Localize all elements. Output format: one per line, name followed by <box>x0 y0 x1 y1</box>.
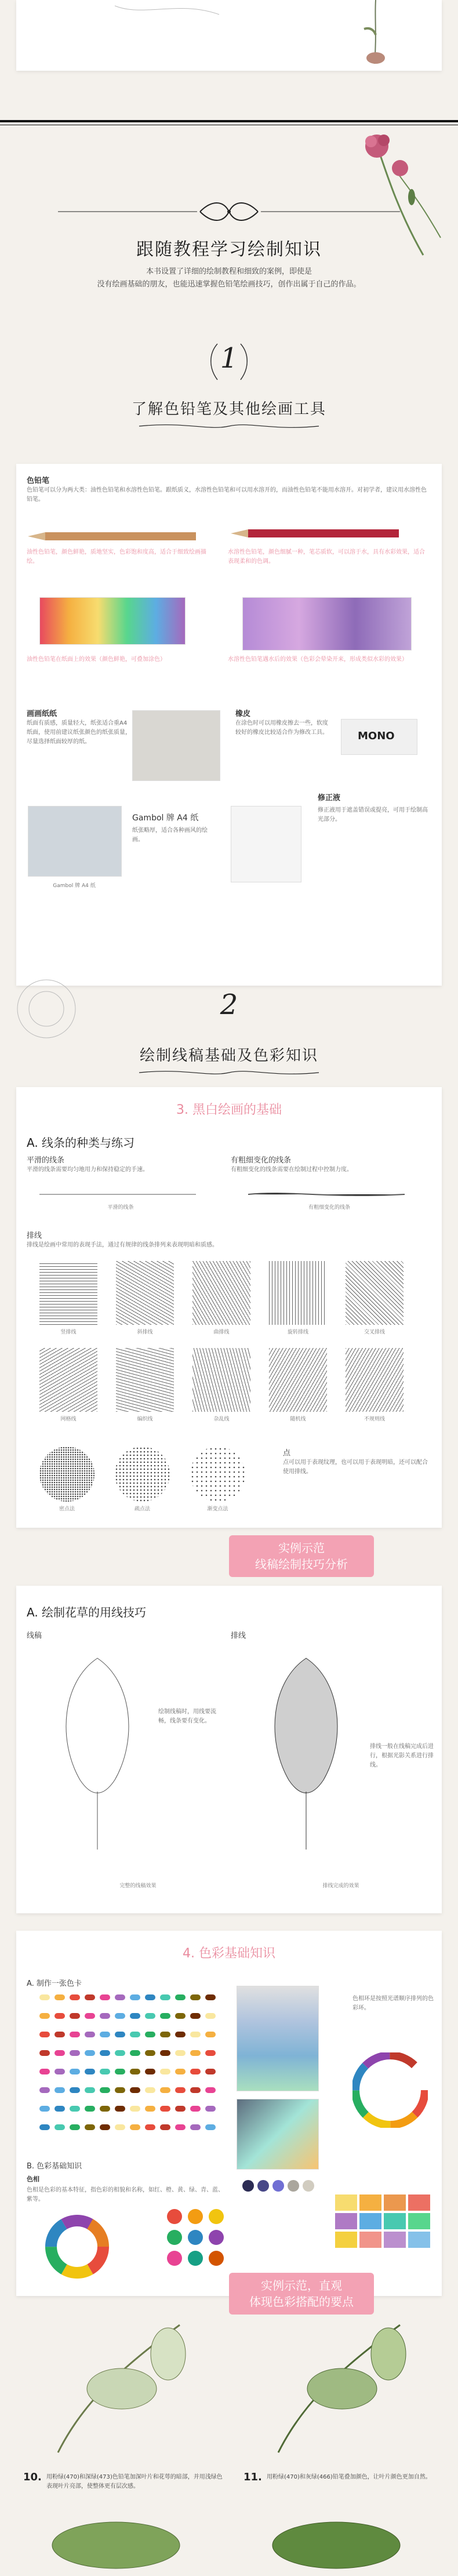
color-swatch <box>100 2106 110 2112</box>
paper-pack-image <box>28 806 122 877</box>
value-dot <box>257 2180 269 2192</box>
gambol-desc: 纸张略厚，适合各种画风的绘画。 <box>132 827 208 843</box>
color-swatch <box>130 2050 140 2056</box>
oil-swatch-image <box>39 597 186 645</box>
color-swatch <box>175 2087 186 2093</box>
hue-desc: 色相是色彩的基本特征，指色彩的相貌和名称，如红、橙、黄、绿、青、蓝、紫等。 <box>27 2187 224 2203</box>
hue-dot <box>167 2230 182 2245</box>
water-pencil-note: 水溶性色铅笔，颜色细腻一种，笔芯质软，可以溶于水，具有水彩效果，适合表现柔和的色调。 <box>228 549 425 565</box>
color-swatch <box>70 2106 80 2112</box>
wheel-note: 色相环是按照光谱顺序排列的色彩环。 <box>352 1996 434 2011</box>
gambol-caption: Gambol 牌 A4 纸 <box>53 883 96 889</box>
dot-caption: 密点法 <box>59 1506 75 1512</box>
color-swatch <box>190 2124 201 2130</box>
variable-line-sample <box>248 1189 410 1200</box>
hatch-caption: 随机线 <box>290 1416 306 1422</box>
color-swatch <box>115 1994 125 2000</box>
color-block <box>384 2232 406 2248</box>
color-card-swatches <box>39 1994 225 2151</box>
color-swatch <box>100 2050 110 2056</box>
color-swatch <box>100 2087 110 2093</box>
color-swatch <box>130 2013 140 2019</box>
step11-leaf-image <box>255 2505 423 2576</box>
hatch-sample <box>269 1261 327 1325</box>
color-swatch <box>190 2069 201 2074</box>
dots-desc: 点可以用于表现纹理，也可以用于表现明暗，还可以配合使用排线。 <box>283 1459 428 1475</box>
color-swatch <box>205 2124 216 2130</box>
color-swatch <box>115 2106 125 2112</box>
color-swatch <box>160 2069 170 2074</box>
color-matching-grid <box>335 2194 434 2252</box>
color-swatch <box>54 2069 65 2074</box>
flower-linework-card <box>16 1586 442 1913</box>
eraser-desc: 在涂色时可以用橡皮擦去一些，软度较好的橡皮比较适合作为修改工具。 <box>235 720 328 736</box>
color-swatch <box>145 2106 155 2112</box>
color-swatch <box>130 2032 140 2037</box>
hue-dot-palette <box>167 2209 237 2279</box>
color-swatch <box>39 2069 50 2074</box>
texture-samples-image <box>237 2099 319 2170</box>
color-swatch <box>175 2106 186 2112</box>
color-swatch <box>115 2032 125 2037</box>
color-block <box>384 2213 406 2229</box>
bw-basics-heading: 3. 黑白绘画的基础 <box>176 1103 282 1117</box>
color-wheel-small <box>45 2215 109 2279</box>
dot-samples <box>39 1447 271 1516</box>
gambol-heading: Gambol 牌 A4 纸 <box>132 813 199 823</box>
intro-desc-line2: 没有绘画基础的朋友，也能迅速掌握色铅笔绘画技巧，创作出属于自己的作品。 <box>97 280 361 289</box>
color-swatch <box>205 2106 216 2112</box>
ribbon-color <box>229 2273 374 2315</box>
line-types-heading: A. 线条的种类与练习 <box>27 1136 135 1150</box>
oil-swatch-note: 油性色铅笔在纸面上的效果（颜色鲜艳，可叠加涂色） <box>27 656 166 663</box>
color-swatch <box>85 2124 95 2130</box>
color-swatch <box>85 2032 95 2037</box>
part1-title: 了解色铅笔及其他绘画工具 <box>131 401 326 418</box>
flat-line-desc: 平滑的线条需要均匀地用力和保持稳定的手速。 <box>27 1167 148 1173</box>
color-swatch <box>100 2013 110 2019</box>
color-swatch <box>100 2124 110 2130</box>
color-swatch <box>70 2069 80 2074</box>
value-dot <box>303 2180 314 2192</box>
step10-text: 用粉绿(470)和深绿(473)色铅笔加深叶片和花萼的暗部，并用浅绿色表现叶片亮部，使整体更有层次感。 <box>46 2474 223 2490</box>
color-swatch <box>190 2013 201 2019</box>
color-swatch <box>205 1994 216 2000</box>
color-swatch <box>190 1994 201 2000</box>
color-swatch <box>85 2050 95 2056</box>
color-swatch <box>85 1994 95 2000</box>
hue-dot <box>167 2251 182 2266</box>
color-swatch <box>54 1994 65 2000</box>
color-swatch <box>160 2087 170 2093</box>
color-swatch <box>205 2013 216 2019</box>
sketch-illustration <box>109 0 225 23</box>
color-basics-card <box>16 1931 442 2296</box>
color-swatch <box>205 2050 216 2056</box>
color-swatch <box>85 2013 95 2019</box>
color-block <box>335 2194 357 2211</box>
color-swatch <box>145 2069 155 2074</box>
hatch-caption: 曲排线 <box>213 1329 230 1335</box>
hatch-sample <box>192 1348 250 1412</box>
color-swatch <box>160 2032 170 2037</box>
color-swatch <box>39 2087 50 2093</box>
color-swatch <box>160 1994 170 2000</box>
water-pencil-image <box>231 526 405 540</box>
part2-title: 绘制线稿基础及色彩知识 <box>139 1047 318 1064</box>
color-swatch <box>205 2069 216 2074</box>
color-swatch <box>115 2069 125 2074</box>
water-swatch-note: 水溶性色铅笔遇水后的效果（色彩会晕染开来，形成类似水彩的效果） <box>228 656 408 663</box>
color-block <box>408 2213 430 2229</box>
step11-text: 用粉绿(470)和灰绿(466)铅笔叠加颜色，让叶片颜色更加自然。 <box>267 2474 431 2480</box>
color-block <box>408 2232 430 2248</box>
hatch-sample <box>269 1348 327 1412</box>
color-swatch <box>175 2032 186 2037</box>
color-swatch <box>145 2013 155 2019</box>
step10-leaf-image <box>35 2505 203 2576</box>
color-swatch <box>70 2087 80 2093</box>
color-block <box>359 2213 381 2229</box>
linework-right-note: 排线一般在线稿完成后进行，根据光影关系进行排线。 <box>370 1743 434 1768</box>
color-swatch <box>145 2032 155 2037</box>
color-swatch <box>115 2124 125 2130</box>
value-dot-row <box>242 2180 323 2194</box>
color-swatch <box>54 2050 65 2056</box>
pencil-heading: 色铅笔 <box>27 477 50 485</box>
color-swatch <box>130 2087 140 2093</box>
water-swatch-image <box>242 597 412 651</box>
step11-flower-image <box>255 2313 423 2458</box>
color-swatch <box>160 2106 170 2112</box>
ribbon-linework-line2: 线稿绘制技巧分析 <box>255 1557 348 1571</box>
hatch-sample <box>116 1261 174 1325</box>
step10-flower-image <box>35 2313 203 2458</box>
color-swatch <box>130 1994 140 2000</box>
color-swatch <box>70 2013 80 2019</box>
hatch-caption: 旋转排线 <box>287 1329 308 1335</box>
hatch-sample <box>346 1348 404 1412</box>
color-swatch <box>190 2106 201 2112</box>
color-swatch <box>54 2087 65 2093</box>
color-swatch <box>205 2032 216 2037</box>
color-swatch <box>205 2087 216 2093</box>
flat-line-heading: 平滑的线条 <box>27 1156 65 1165</box>
color-swatch <box>70 2032 80 2037</box>
hatch-caption: 斜排线 <box>137 1329 153 1335</box>
color-swatch <box>54 2013 65 2019</box>
hatch-caption: 编织线 <box>137 1416 153 1422</box>
ribbon-color-line2: 体现色彩搭配的要点 <box>249 2295 354 2309</box>
color-swatch <box>85 2087 95 2093</box>
color-swatch <box>39 2032 50 2037</box>
color-swatch <box>100 2032 110 2037</box>
title-ornament-icon <box>139 420 319 432</box>
color-basics-heading: 4. 色彩基础知识 <box>183 1946 275 1961</box>
dots-heading: 点 <box>283 1449 291 1458</box>
flower-illustration <box>341 0 410 68</box>
color-block <box>384 2194 406 2211</box>
color-swatch <box>160 2050 170 2056</box>
flat-line-sample <box>39 1189 202 1200</box>
paper-heading: 画画纸纸 <box>27 710 57 718</box>
color-swatch <box>54 2032 65 2037</box>
hatch-caption: 交叉排线 <box>364 1329 385 1335</box>
hatch-caption: 网格线 <box>60 1416 77 1422</box>
color-block <box>359 2194 381 2211</box>
color-swatch <box>145 2087 155 2093</box>
ribbon-linework <box>229 1535 374 1577</box>
hue-dot <box>167 2209 182 2224</box>
paper-desc: 纸面有质感，质量轻大，纸张适合重A4纸面，使用前建议纸张颜色的纸张质量，尽量选择纸面较厚的纸。 <box>27 720 131 745</box>
hatching-heading: 排线 <box>27 1231 42 1240</box>
tools-card <box>16 464 442 986</box>
mono-label: MONO <box>358 730 395 742</box>
corrector-image <box>231 806 301 882</box>
color-swatch <box>115 2013 125 2019</box>
color-swatch <box>100 2069 110 2074</box>
intro-desc-line1: 本书设置了详细的绘制教程和细致的案例，即使是 <box>146 267 312 276</box>
color-swatch <box>160 2013 170 2019</box>
color-swatch <box>115 2050 125 2056</box>
top-card <box>16 0 442 71</box>
color-swatch <box>130 2106 140 2112</box>
hue-heading: 色相 <box>27 2175 39 2183</box>
linework-right-heading: 排线 <box>231 1632 246 1640</box>
shading-samples-image <box>237 1986 319 2091</box>
color-swatch <box>39 2124 50 2130</box>
hue-dot <box>188 2230 203 2245</box>
step11-number: 11. <box>243 2471 262 2483</box>
ribbon-linework-line1: 实例示范 <box>278 1541 325 1555</box>
color-swatch <box>115 2087 125 2093</box>
color-swatch <box>70 1994 80 2000</box>
color-swatch <box>145 1994 155 2000</box>
color-swatch <box>175 2050 186 2056</box>
dot-sample <box>115 1447 170 1502</box>
color-swatch <box>85 2106 95 2112</box>
color-swatch <box>190 2050 201 2056</box>
part2-number: 2 <box>220 989 238 1021</box>
variable-line-caption: 有粗细变化的线条 <box>308 1205 350 1211</box>
color-swatch <box>145 2050 155 2056</box>
color-theory-heading: B. 色彩基础知识 <box>27 2162 82 2171</box>
corrector-heading: 修正液 <box>318 794 341 802</box>
color-swatch <box>175 2124 186 2130</box>
color-swatch <box>54 2106 65 2112</box>
eraser-heading: 橡皮 <box>235 710 251 718</box>
eraser-image <box>341 719 417 755</box>
ornament-icon <box>52 200 406 223</box>
value-dot <box>272 2180 284 2192</box>
color-swatch <box>145 2124 155 2130</box>
oil-pencil-image <box>28 531 202 542</box>
hue-dot <box>209 2251 224 2266</box>
step10-number: 10. <box>23 2471 42 2483</box>
hue-dot <box>188 2209 203 2224</box>
oil-pencil-note: 油性色铅笔，颜色鲜艳，质地坚实，色彩饱和度高，适合于细致绘画描绘。 <box>27 549 206 565</box>
flower-outline-image <box>39 1647 155 1855</box>
hatch-sample <box>39 1261 97 1325</box>
value-dot <box>242 2180 254 2192</box>
color-swatch <box>54 2124 65 2130</box>
hatch-caption: 不规则线 <box>364 1416 385 1422</box>
color-swatch <box>160 2124 170 2130</box>
hatch-sample <box>39 1348 97 1412</box>
color-swatch <box>175 2013 186 2019</box>
color-swatch <box>70 2124 80 2130</box>
sketch-paper-image <box>132 710 220 781</box>
linework-left-heading: 线稿 <box>27 1632 42 1640</box>
hatching-samples <box>39 1261 422 1435</box>
dot-caption: 疏点法 <box>134 1506 150 1512</box>
dot-sample <box>190 1447 245 1502</box>
color-swatch <box>190 2032 201 2037</box>
bw-basics-card <box>16 1087 442 1528</box>
color-swatch <box>175 2069 186 2074</box>
color-block <box>408 2194 430 2211</box>
variable-line-desc: 有粗细变化的线条需要在绘制过程中控制力度。 <box>231 1167 352 1173</box>
color-wheel-large <box>352 2052 428 2128</box>
hatch-sample <box>116 1348 174 1412</box>
flower-hatched-image <box>248 1647 364 1855</box>
hue-dot <box>209 2209 224 2224</box>
color-swatch <box>175 1994 186 2000</box>
hue-dot <box>188 2251 203 2266</box>
dot-caption: 渐变点法 <box>207 1506 228 1512</box>
color-card-heading: A. 制作一张色卡 <box>27 1979 82 1988</box>
flat-line-caption: 平滑的线条 <box>107 1205 134 1211</box>
variable-line-heading: 有粗细变化的线条 <box>231 1156 292 1165</box>
color-block <box>335 2232 357 2248</box>
linework-left-note: 绘制线稿时，用线要流畅，线条要有变化。 <box>158 1709 216 1724</box>
color-block <box>335 2213 357 2229</box>
ribbon-color-line1: 实例示范，直观 <box>261 2279 342 2292</box>
flower-linework-heading: A. 绘制花草的用线技巧 <box>27 1605 147 1619</box>
linework-right-caption: 排线完成的效果 <box>322 1883 359 1889</box>
intro-title: 跟随教程学习绘制知识 <box>136 239 322 260</box>
color-swatch <box>100 1994 110 2000</box>
color-swatch <box>70 2050 80 2056</box>
value-dot <box>288 2180 299 2192</box>
hatch-sample <box>346 1261 404 1325</box>
pencil-desc: 色铅笔可以分为两大类：油性色铅笔和水溶性色铅笔。跟纸质义，水溶性色铅笔和可以用水溶开的，而油性色铅笔不能用水溶开。对初学者，建议用水溶性色铅笔。 <box>27 487 427 503</box>
color-swatch <box>39 2013 50 2019</box>
title-ornament-icon-2 <box>139 1067 319 1078</box>
color-block <box>359 2232 381 2248</box>
hue-dot <box>209 2230 224 2245</box>
hatching-desc: 排线是绘画中常用的表现手法，通过有规律的线条排列来表现明暗和质感。 <box>27 1242 218 1248</box>
color-swatch <box>130 2069 140 2074</box>
hatch-caption: 竖排线 <box>60 1329 77 1335</box>
hatch-sample <box>192 1261 250 1325</box>
color-swatch <box>39 2050 50 2056</box>
divider-bar <box>0 120 458 122</box>
color-swatch <box>85 2069 95 2074</box>
dot-sample <box>39 1447 94 1502</box>
color-swatch <box>130 2124 140 2130</box>
linework-left-caption: 完整的线稿效果 <box>119 1883 157 1889</box>
corrector-desc: 修正液用于遮盖错误或提亮，可用于绘制高光部分。 <box>318 807 428 823</box>
color-swatch <box>39 2106 50 2112</box>
color-swatch <box>39 1994 50 2000</box>
color-swatch <box>190 2087 201 2093</box>
hatch-caption: 杂乱线 <box>213 1416 230 1422</box>
part1-number: 1 <box>220 342 238 375</box>
